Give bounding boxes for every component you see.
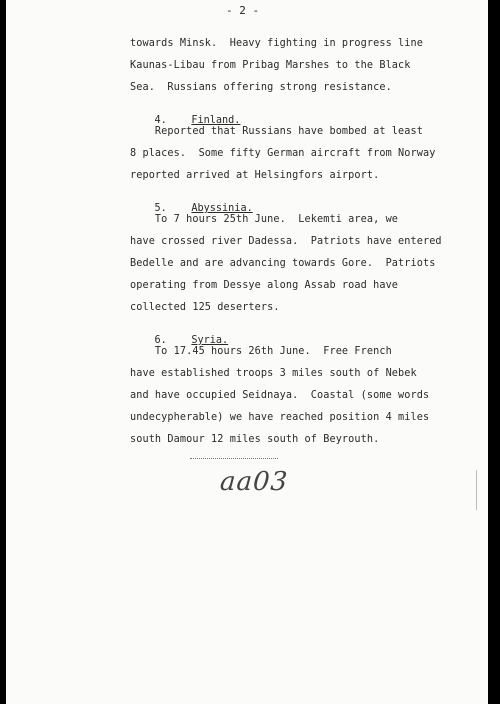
- section-number: 6.: [154, 335, 167, 346]
- scan-mark: [476, 470, 477, 510]
- document-page: [6, 0, 488, 704]
- body-line: Bedelle and are advancing towards Gore. Patriots: [130, 258, 436, 269]
- body-line: towards Minsk. Heavy fighting in progress line: [130, 38, 423, 49]
- body-line: Kaunas-Libau from Pribag Marshes to the Black: [130, 60, 411, 71]
- body-line: and have occupied Seidnaya. Coastal (some words: [130, 390, 430, 401]
- body-line: To 17.45 hours 26th June. Free French: [130, 346, 392, 357]
- section-title: Finland.: [191, 115, 241, 126]
- body-line: have crossed river Dadessa. Patriots have entered: [130, 236, 442, 247]
- body-line: undecypherable) we have reached position 4 miles: [130, 412, 430, 423]
- page-number: - 2 -: [226, 4, 260, 17]
- body-line: have established troops 3 miles south of Nebek: [130, 368, 417, 379]
- body-line: reported arrived at Helsingfors airport.: [130, 170, 380, 181]
- body-line: Reported that Russians have bombed at least: [130, 126, 423, 137]
- body-line: collected 125 deserters.: [130, 302, 280, 313]
- section-number: 4.: [154, 115, 167, 126]
- body-line: To 7 hours 25th June. Lekemti area, we: [130, 214, 399, 225]
- handwritten-note: aa03: [218, 467, 290, 497]
- body-line: 8 places. Some fifty German aircraft from Norway: [130, 148, 436, 159]
- section-title: Syria.: [191, 335, 229, 346]
- section-title: Abyssinia.: [191, 203, 253, 214]
- body-line: operating from Dessye along Assab road have: [130, 280, 399, 291]
- body-line: Sea. Russians offering strong resistance.: [130, 82, 392, 93]
- divider-line: [190, 458, 278, 459]
- body-line: south Damour 12 miles south of Beyrouth.: [130, 434, 380, 445]
- section-number: 5.: [154, 203, 167, 214]
